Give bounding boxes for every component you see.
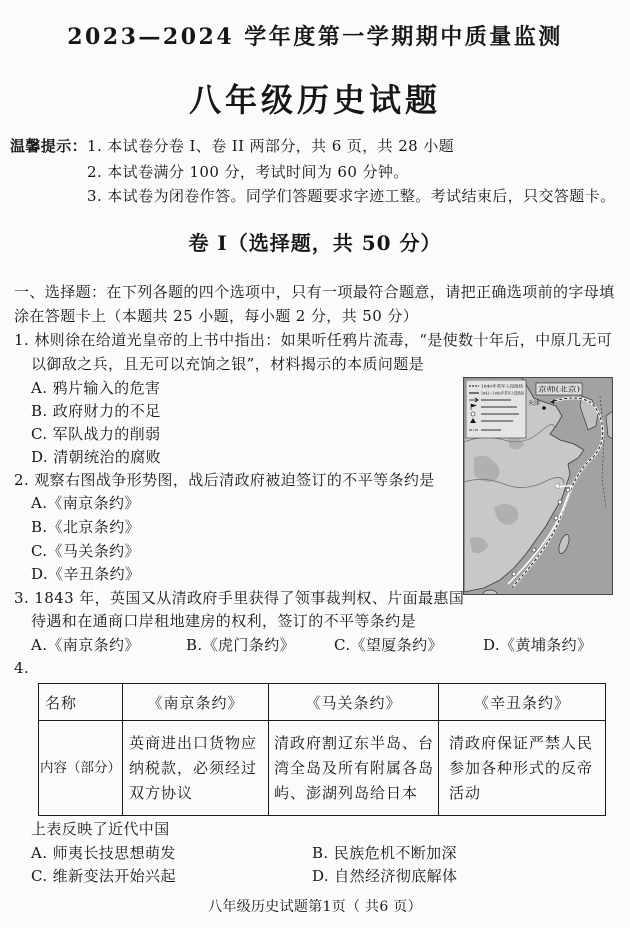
table-header-row xyxy=(39,684,606,721)
question-3-option-d: D.《黄埔条约》 xyxy=(483,636,593,654)
table-cell xyxy=(123,721,269,816)
legend-illegible-text xyxy=(481,413,519,415)
paper-title: 八年级历史试题 xyxy=(188,81,441,119)
notice-item-2: 2. 本试卷满分 100 分，考试时间为 60 分钟。 xyxy=(87,163,409,181)
map-hainan xyxy=(483,590,497,595)
question-2-option-d: D.《辛丑条约》 xyxy=(31,565,141,583)
table-cell xyxy=(439,721,606,816)
war-situation-map-svg xyxy=(464,378,613,595)
notice-item-1: 1. 本试卷分卷 I、卷 II 两部分，共 6 页，共 28 小题 xyxy=(87,137,455,155)
table-cell-text: 清政府割辽东半岛、台湾全岛及所有附属各岛屿、澎湖列岛给日本 xyxy=(274,733,435,802)
map-battle-site xyxy=(558,500,562,504)
legend-label-1840-route: 1840年英军入侵路线 xyxy=(481,383,520,389)
question-3-option-c: C.《望厦条约》 xyxy=(334,636,443,654)
table-header-cell: 名称 xyxy=(39,684,123,721)
question-3-option-a: A.《南京条约》 xyxy=(31,636,140,654)
capital-label: 京师(北京) xyxy=(538,385,572,394)
map-battle-site xyxy=(566,488,570,492)
question-1-option-c: C. 军队战力的削弱 xyxy=(31,425,161,443)
treaty-comparison-table xyxy=(38,683,606,816)
legend-illegible-text xyxy=(481,406,517,408)
map-battle-site xyxy=(512,572,516,576)
notice-item-3: 3. 本试卷为闭卷作答。同学们答题要求字迹工整。考试结束后，只交答题卡。 xyxy=(87,187,616,205)
question-1-option-d: D. 清朝统治的腐败 xyxy=(31,448,162,466)
section-instructions-line: 涂在答题卡上（本题共 25 小题，每小题 2 分，共 50 分） xyxy=(14,307,419,325)
question-3-option-b: B.《虎门条约》 xyxy=(186,636,295,654)
table-row xyxy=(39,721,606,816)
question-4-option-c: C. 维新变法开始兴起 xyxy=(31,867,176,885)
tianjin-label: 天津 xyxy=(528,400,541,407)
question-4-option-d: D. 自然经济彻底解体 xyxy=(312,867,458,885)
question-3-stem-line: 3. 1843 年，英国又从清政府手里获得了领事裁判权、片面最惠国 xyxy=(14,589,465,607)
question-1-option-a: A. 鸦片输入的危害 xyxy=(31,379,161,397)
question-3-stem-line: 待遇和在通商口岸租地建房的权利，签订的不平等条约是 xyxy=(31,612,417,630)
question-2-option-c: C.《马关条约》 xyxy=(31,542,140,560)
section-instructions-line: 一、选择题：在下列各题的四个选项中，只有一项最符合题意，请把正确选项前的字母填 xyxy=(14,283,615,301)
legend-label-1841-1842-route: 1841—1842年英军入侵路线 xyxy=(481,390,534,396)
question-1-stem-line: 以御敌之兵，且无可以充饷之银”，材料揭示的本质问题是 xyxy=(31,355,425,373)
question-4-option-b: B. 民族危机不断加深 xyxy=(312,844,457,862)
legend-illegible-text xyxy=(481,399,511,401)
question-1-option-b: B. 政府财力的不足 xyxy=(31,402,161,420)
table-row-label: 内容（部分） xyxy=(39,721,123,816)
map-battle-site xyxy=(554,516,558,520)
question-4-option-a: A. 师夷长技思想萌发 xyxy=(31,844,176,862)
table-cell-text: 英商进出口货物应纳税款，必须经过双方协议 xyxy=(129,733,258,802)
legend-illegible-text xyxy=(481,420,513,422)
question-2-stem-line: 2. 观察右图战争形势图，战后清政府被迫签订的不平等条约是 xyxy=(14,471,435,489)
question-1-stem-line: 1. 林则徐在给道光皇帝的上书中指出：如果听任鸦片流毒，“是使数十年后，中原几无可 xyxy=(14,331,613,349)
question-2-option-a: A.《南京条约》 xyxy=(31,494,140,512)
section-title: 卷 I（选择题，共 50 分） xyxy=(188,231,442,255)
table-header-cell: 《南京条约》 xyxy=(123,684,269,721)
table-header-cell: 《辛丑条约》 xyxy=(439,684,606,721)
legend-symbol-circle xyxy=(471,412,475,416)
map-battle-site xyxy=(542,406,546,410)
map-battle-site xyxy=(532,548,536,552)
table-cell-text: 清政府保证严禁人民参加各种形式的反帝活动 xyxy=(449,733,594,802)
legend-illegible-text xyxy=(481,429,501,431)
notice-label: 温馨提示： xyxy=(10,137,88,155)
question-2-option-b: B.《北京条约》 xyxy=(31,518,140,536)
page-footer: 八年级历史试题第1页（ 共6 页） xyxy=(208,899,422,915)
question-4-number: 4. xyxy=(14,659,30,677)
question-4-stem-line: 上表反映了近代中国 xyxy=(31,820,170,838)
table-header-cell: 《马关条约》 xyxy=(269,684,439,721)
war-situation-map xyxy=(463,377,613,595)
term-title: 2023—2024 学年度第一学期期中质量监测 xyxy=(67,24,563,50)
table-cell xyxy=(269,721,439,816)
